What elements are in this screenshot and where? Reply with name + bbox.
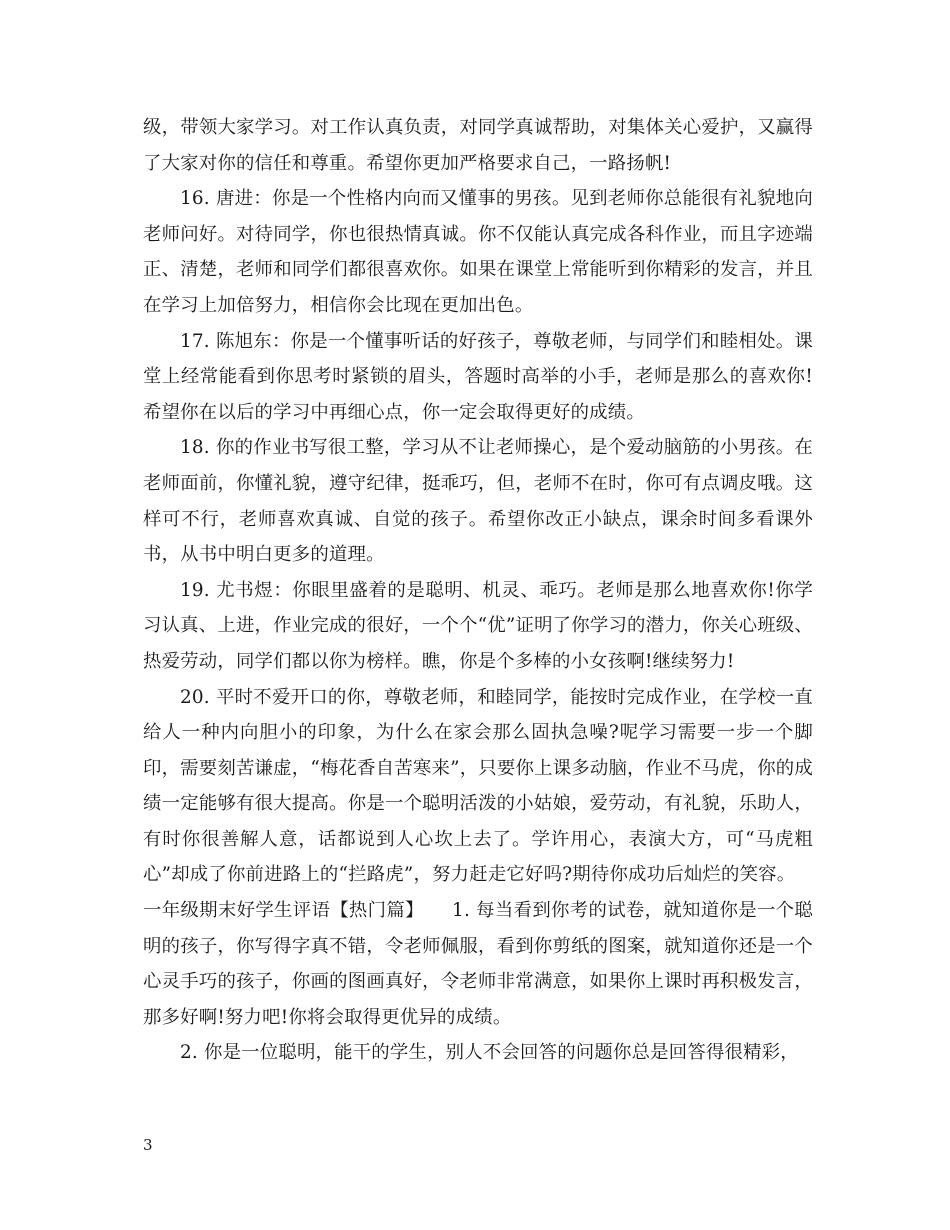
paragraph-comment-20: 20. 平时不爱开口的你，尊敬老师，和睦同学，能按时完成作业，在学校一直给人一种内向胆小的印象，为什么在家会那么固执急噪?呢学习需要一步一个脚印，需要刻苦谦虚，“梅花香自苦寒来”，只要你上课多动脑，作业不马虎，你的成绩一定能够有很大提高。你是一个聪明活泼的小姑娘，爱劳动，有礼貌，乐助人，有时你很善解人意，话都说到人心坎上去了。学许用心，表演大方，可“马虎粗心”却成了你前进路上的“拦路虎”，努力赶走它好吗?期待你成功后灿烂的笑容。	[143, 686, 813, 886]
page-number: 3	[143, 1136, 153, 1154]
paragraph-continuation: 级，带领大家学习。对工作认真负责，对同学真诚帮助，对集体关心爱护，又赢得了大家对你的信任和尊重。希望你更加严格要求自己，一路扬帆!	[143, 117, 813, 174]
paragraph-comment-16: 16. 唐进：你是一个性格内向而又懂事的男孩。见到老师你总能很有礼貌地向老师问好。对待同学，你也很热情真诚。你不仅能认真完成各科作业，而且字迹端正、清楚，老师和同学们都很喜欢你。如果在课堂上常能听到你精彩的发言，并且在学习上加倍努力，相信你会比现在更加出色。	[143, 188, 813, 316]
paragraph-comment-2: 2. 你是一位聪明，能干的学生，别人不会回答的问题你总是回答得很精彩，	[180, 1042, 799, 1064]
paragraph-section-heading: 一年级期末好学生评语【热门篇】 1. 每当看到你考的试卷，就知道你是一个聪明的孩子，你写得字真不错，令老师佩服，看到你剪纸的图案，就知道你还是一个心灵手巧的孩子，你画的图画真好，令老师非常满意，如果你上课时再积极发言，那多好啊!努力吧!你将会取得更优异的成绩。	[143, 900, 813, 1028]
paragraph-comment-19: 19. 尤书煜：你眼里盛着的是聪明、机灵、乖巧。老师是那么地喜欢你!你学习认真、上进，作业完成的很好，一个个“优”证明了你学习的潜力，你关心班级、热爱劳动，同学们都以你为榜样。瞧，你是个多棒的小女孩啊!继续努力!	[143, 579, 813, 672]
paragraph-comment-17: 17. 陈旭东：你是一个懂事听话的好孩子，尊敬老师，与同学们和睦相处。课堂上经常能看到你思考时紧锁的眉头，答题时高举的小手，老师是那么的喜欢你!希望你在以后的学习中再细心点，你一定会取得更好的成绩。	[143, 330, 813, 423]
paragraph-comment-18: 18. 你的作业书写很工整，学习从不让老师操心，是个爱动脑筋的小男孩。在老师面前，你懂礼貌，遵守纪律，挺乖巧，但，老师不在时，你可有点调皮哦。这样可不行，老师喜欢真诚、自觉的孩子。希望你改正小缺点，课余时间多看课外书，从书中明白更多的道理。	[143, 437, 813, 566]
document-body	[143, 110, 813, 1071]
